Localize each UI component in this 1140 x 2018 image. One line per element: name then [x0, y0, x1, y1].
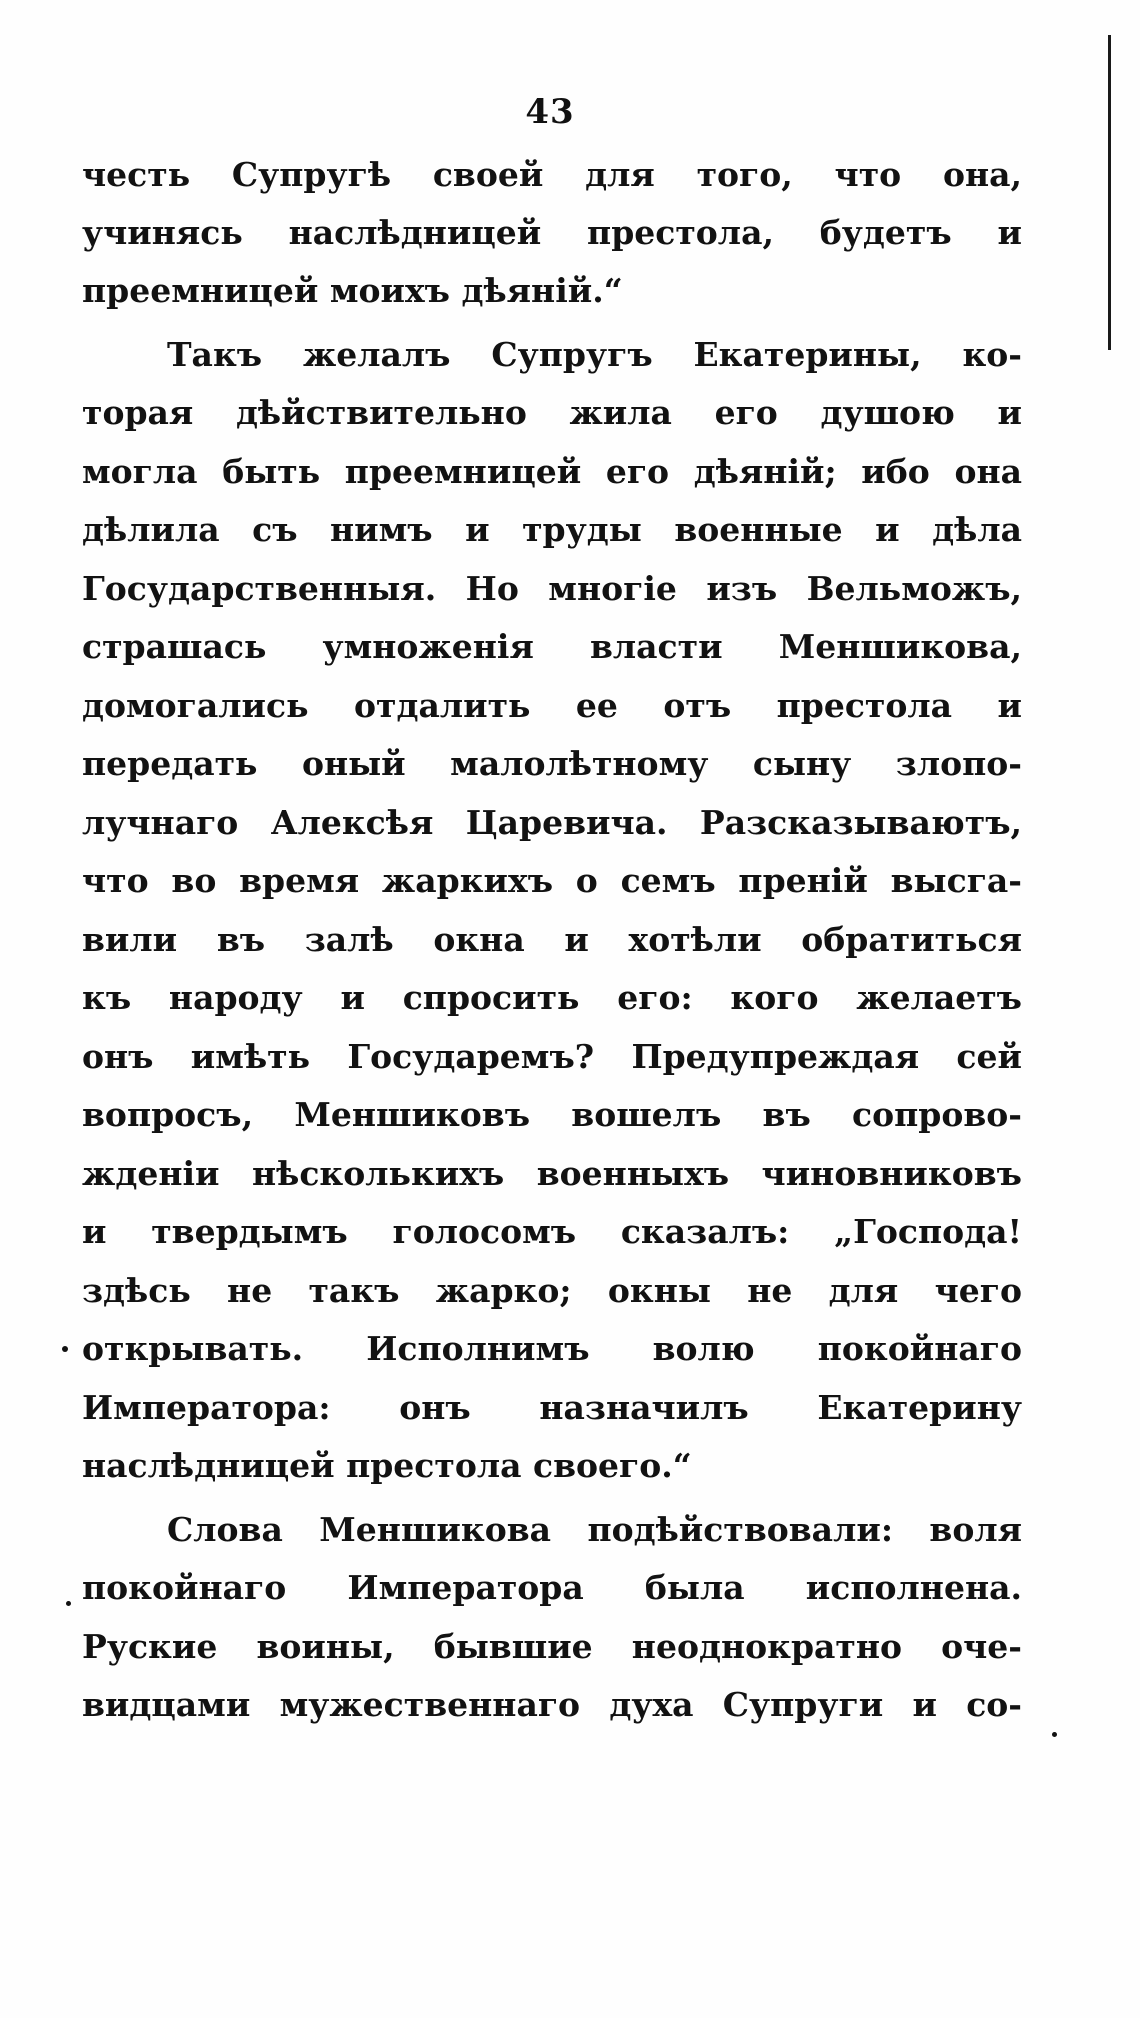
page-number: 43: [525, 92, 575, 132]
text-line: честь Супругѣ своей для того, что она,: [82, 155, 1022, 194]
text-line: дѣлила съ нимъ и труды военные и дѣла: [82, 510, 1022, 549]
text-line: что во время жаркихъ о семъ преній высга-: [82, 861, 1022, 900]
text-line: здѣсь не такъ жарко; окны не для чего: [82, 1271, 1022, 1310]
text-line: жденіи нѣсколькихъ военныхъ чиновниковъ: [82, 1154, 1022, 1193]
scan-edge-line: [1108, 35, 1111, 350]
text-line: учинясь наслѣдницей престола, будетъ и: [82, 213, 1022, 252]
text-line: онъ имѣть Государемъ? Предупреждая сей: [82, 1037, 1022, 1076]
text-line: къ народу и спросить его: кого желаетъ: [82, 978, 1022, 1017]
text-line: Государственныя. Но многіе изъ Вельможъ,: [82, 569, 1022, 608]
ink-speck: [1052, 1732, 1057, 1737]
text-line: и твердымъ голосомъ сказалъ: „Господа!: [82, 1212, 1022, 1251]
text-line: вопросъ, Меншиковъ вошелъ въ сопрово-: [82, 1095, 1022, 1134]
ink-speck: [66, 1601, 71, 1606]
text-line: открывать. Исполнимъ волю покойнаго: [82, 1329, 1022, 1368]
text-line: лучнаго Алексѣя Царевича. Разсказываютъ,: [82, 803, 1022, 842]
text-line: наслѣдницей престола своего.“: [82, 1446, 692, 1485]
text-line: видцами мужественнаго духа Супруги и со-: [82, 1685, 1022, 1724]
text-line: домогались отдалить ее отъ престола и: [82, 686, 1022, 725]
text-line: страшась умноженія власти Меншикова,: [82, 627, 1022, 666]
text-line: преемницей моихъ дѣяній.“: [82, 271, 623, 310]
text-line: покойнаго Императора была исполнена.: [82, 1568, 1022, 1607]
text-line: передать оный малолѣтному сыну злопо-: [82, 744, 1022, 783]
text-line: вили въ залѣ окна и хотѣли обратиться: [82, 920, 1022, 959]
ink-speck: [62, 1346, 68, 1352]
text-line: могла быть преемницей его дѣяній; ибо она: [82, 452, 1022, 491]
text-line: торая дѣйствительно жила его душою и: [82, 393, 1022, 432]
paragraph-first-line: Такъ желалъ Супругъ Екатерины, ко-: [167, 335, 1022, 374]
text-line: Императора: онъ назначилъ Екатерину: [82, 1388, 1022, 1427]
text-line: Руские воины, бывшие неоднократно оче-: [82, 1627, 1022, 1666]
paragraph-first-line: Слова Меншикова подѣйствовали: воля: [167, 1510, 1022, 1549]
